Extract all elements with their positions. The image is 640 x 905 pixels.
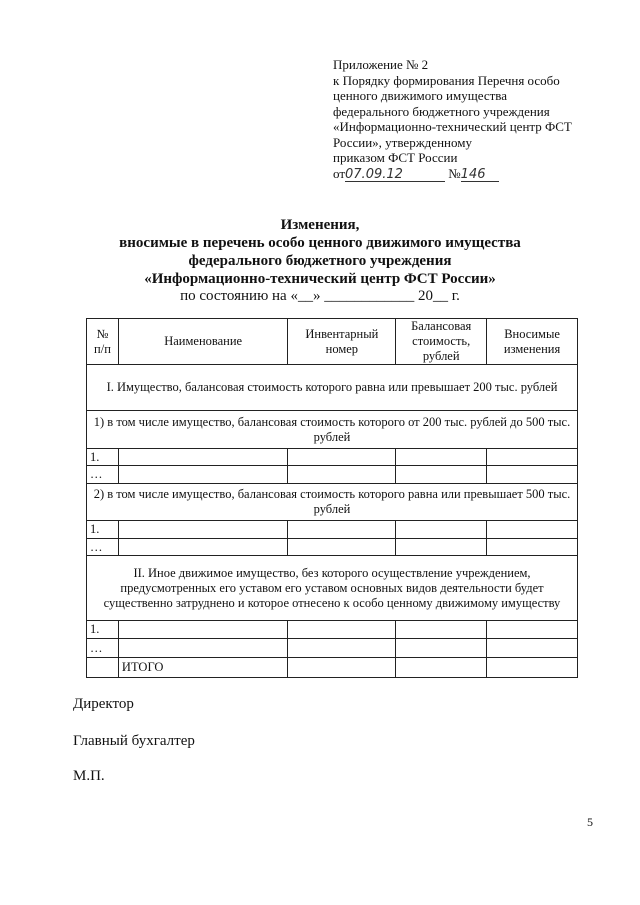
title-line: «Информационно-технический центр ФСТ России» (144, 271, 496, 287)
title-line: вносимые в перечень особо ценного движимого имущества (119, 235, 521, 251)
row-number: 1. (87, 521, 119, 539)
seal-place: М.П. (73, 768, 105, 784)
section-heading: I. Имущество, балансовая стоимость которого равна или превышает 200 тыс. рублей (87, 365, 578, 411)
appendix-line: «Информационно-технический центр ФСТ (333, 119, 572, 134)
appendix-line: к Порядку формирования Перечня особо (333, 72, 560, 88)
header-cell: № п/п (87, 319, 119, 365)
table-row (87, 449, 578, 466)
page-number: 5 (587, 815, 593, 829)
header-cell: Наименование (118, 319, 288, 365)
document-title (0, 216, 640, 288)
row-number: 1. (87, 449, 119, 466)
table-row (87, 521, 578, 539)
appendix-line: ценного движимого имущества (333, 88, 508, 103)
total-label: ИТОГО (118, 658, 288, 678)
table-row (87, 639, 578, 658)
total-row (87, 658, 578, 678)
order-date: 07.09.12 (345, 168, 445, 182)
number-prefix: № (448, 165, 461, 181)
table-row (87, 621, 578, 639)
table-row (87, 539, 578, 556)
table-header-row (87, 319, 578, 365)
date-prefix: от (333, 165, 346, 181)
row-number: 1. (87, 621, 119, 639)
as-of-date: по состоянию на «__» ____________ 20__ г. (180, 288, 460, 304)
director-signature: Директор (73, 696, 134, 712)
title-line: федерального бюджетного учреждения (188, 253, 452, 269)
appendix-line: России», утвержденному (333, 134, 472, 150)
changes-table (86, 318, 578, 678)
header-cell: Инвентарный номер (288, 319, 396, 365)
order-number: 146 (461, 168, 499, 182)
appendix-line: приказом ФСТ России (333, 150, 458, 165)
appendix-header (333, 57, 572, 182)
row-number: … (87, 466, 119, 484)
header-cell: Балансовая стоимость, рублей (396, 319, 487, 365)
title-line: Изменения, (280, 217, 360, 233)
subsection-heading: 1) в том числе имущество, балансовая стоимость которого от 200 тыс. рублей до 500 тыс. рублей (87, 411, 578, 449)
appendix-line: федерального бюджетного учреждения (333, 103, 550, 119)
row-number: … (87, 539, 119, 556)
header-cell: Вносимые изменения (487, 319, 578, 365)
appendix-line: Приложение № 2 (333, 57, 429, 72)
row-number: … (87, 639, 119, 658)
accountant-signature: Главный бухгалтер (73, 733, 195, 749)
subsection-heading: 2) в том числе имущество, балансовая стоимость которого равна или превышает 500 тыс. рублей (87, 484, 578, 521)
section-heading: II. Иное движимое имущество, без которого осуществление учреждением, предусмотренных его уставом его уставом основных видов деятельности будет существенно затруднено и которое отнесено к особо ценному движимому имуществу (87, 556, 578, 621)
table-row (87, 466, 578, 484)
